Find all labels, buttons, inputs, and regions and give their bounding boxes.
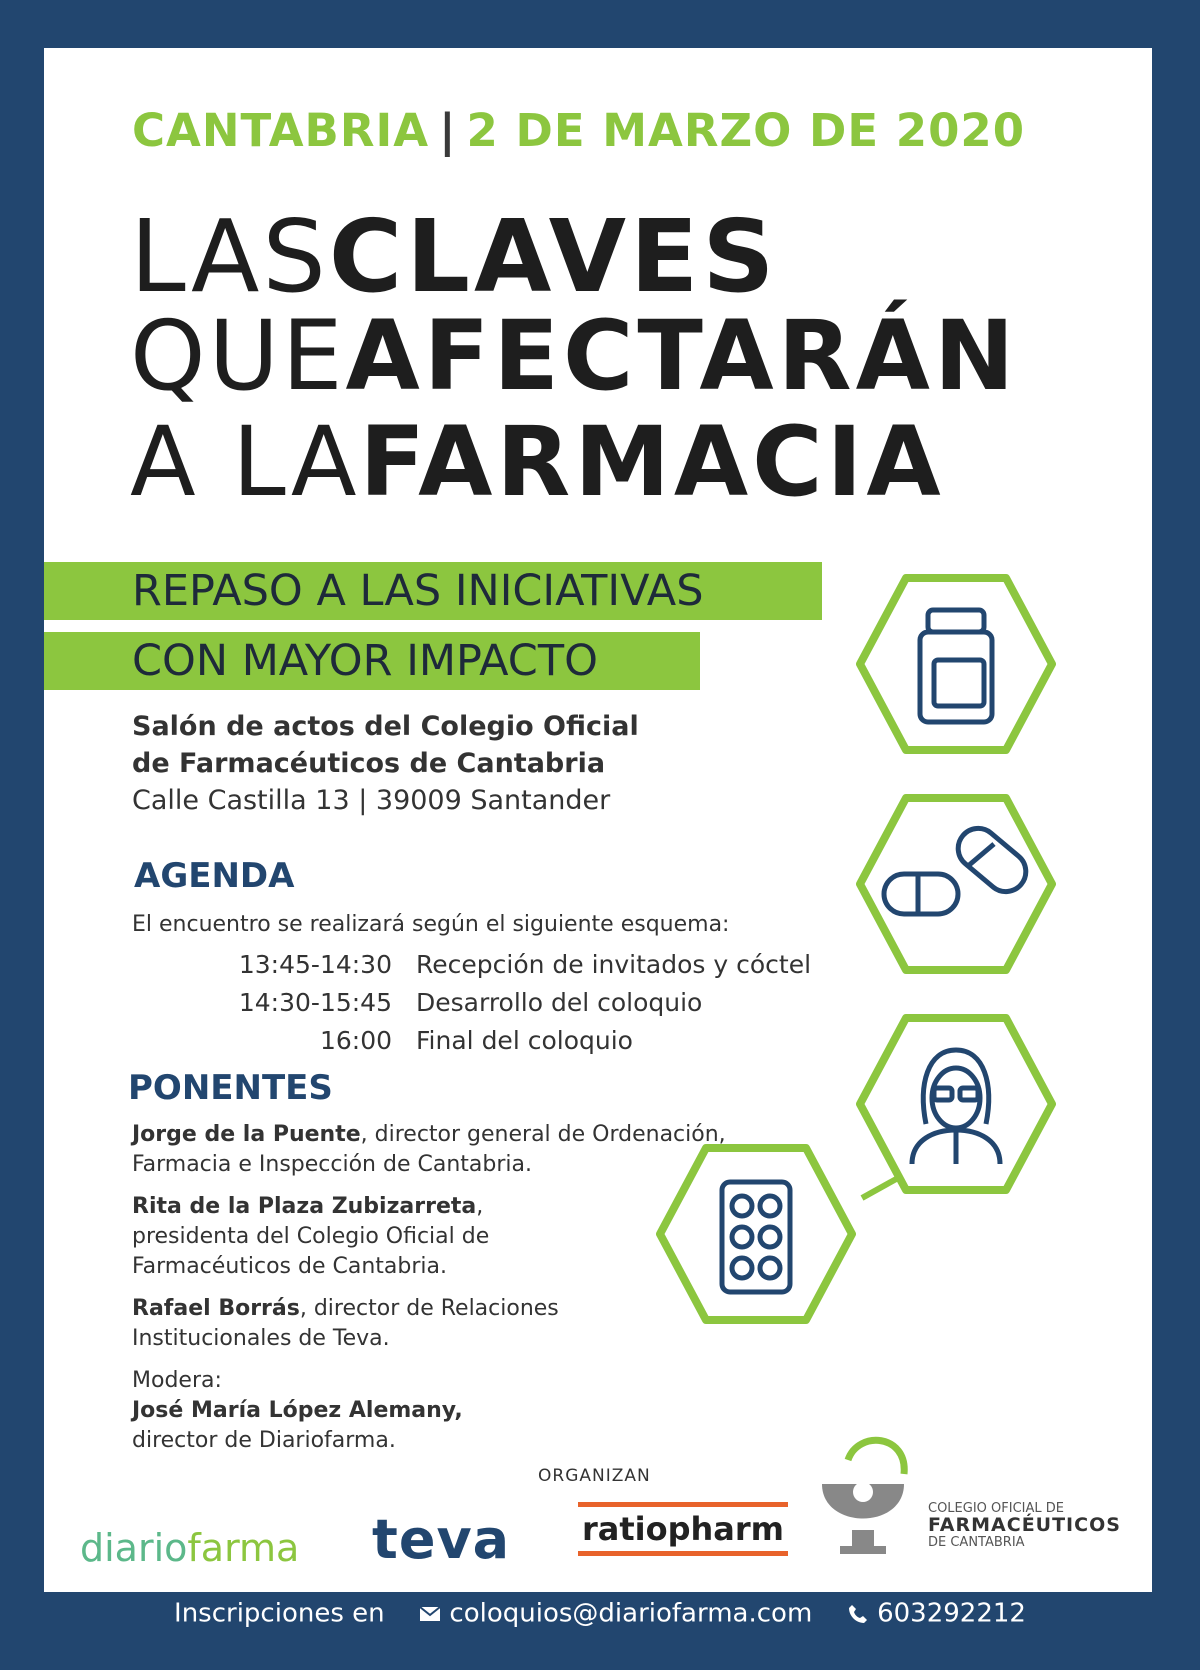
agenda-heading: AGENDA [134,856,295,896]
mail-icon [419,1606,441,1622]
agenda-desc: Recepción de invitados y cóctel [416,950,812,979]
venue-block [132,708,639,819]
ponentes-heading: PONENTES [128,1068,333,1108]
title-line-2-bold: AFECTARÁN [345,300,1019,412]
hexagon-medicine-jar [856,574,1056,754]
speaker-name: Rita de la Plaza Zubizarreta [132,1194,477,1219]
cof-emblem-icon [808,1434,918,1564]
event-region: CANTABRIA [132,104,430,157]
teva-logo: teva [372,1508,511,1571]
organizers-label: ORGANIZAN [538,1466,651,1486]
agenda-time: 16:00 [319,1026,392,1055]
title-line-3-bold: FARMACIA [359,406,945,518]
speaker-role: , director de Relaciones Institucionales de Teva. [132,1296,559,1351]
registration-email[interactable]: coloquios@diariofarma.com [449,1598,813,1629]
moderator-role: director de Diariofarma. [132,1428,396,1453]
hexagon-capsules [856,794,1056,974]
moderator-label: Modera: [132,1368,222,1393]
registration-phone[interactable]: 603292212 [877,1598,1026,1629]
title-line-3 [130,406,945,518]
hexagon-pharmacist [856,1014,1056,1194]
agenda-item [132,946,811,984]
venue-name-line-2: de Farmacéuticos de Cantabria [132,748,606,779]
agenda-desc: Final del coloquio [416,1026,633,1055]
registration-prefix: Inscripciones en [174,1598,385,1629]
title-line-1 [130,198,778,315]
agenda-time: 13:45-14:30 [238,950,392,979]
phone-icon [847,1603,869,1625]
subtitle-band-1: REPASO A LAS INICIATIVAS [44,562,822,620]
event-date: 2 DE MARZO DE 2020 [466,104,1026,157]
subtitle-band-2: CON MAYOR IMPACTO [44,632,700,690]
ratiopharm-bar-bottom [578,1551,788,1556]
agenda-item [132,1022,811,1060]
agenda-time: 14:30-15:45 [238,988,392,1017]
title-line-2 [130,300,1018,412]
title-line-2-light: QUE [130,300,346,412]
speaker-name: Jorge de la Puente [132,1122,361,1147]
cof-line-1: COLEGIO OFICIAL DE [928,1501,1064,1516]
moderator [132,1366,792,1456]
title-line-3-light: A LA [130,406,360,518]
ratiopharm-text: ratiopharm [581,1510,785,1548]
title-line-1-light: LAS [130,198,329,315]
cof-line-2: FARMACÉUTICOS [928,1514,1121,1536]
ratiopharm-logo [578,1502,788,1556]
title-line-1-bold: CLAVES [328,198,779,315]
cof-logo-text [928,1500,1121,1551]
diariofarma-logo-part1: diario [80,1526,188,1570]
venue-address: Calle Castilla 13 | 39009 Santander [132,785,611,816]
speaker-role: , director general de Ordenación, Farmacia e Inspección de Cantabria. [132,1122,726,1177]
speaker-item [132,1192,602,1282]
agenda-intro: El encuentro se realizará según el siguiente esquema: [132,912,730,937]
registration-footer [0,1598,1200,1629]
agenda-list [132,946,811,1060]
diariofarma-logo [80,1526,299,1570]
hexagon-pill-blister [656,1144,856,1324]
moderator-name: José María López Alemany, [132,1398,463,1423]
event-header [132,104,1132,157]
speaker-role: , presidenta del Colegio Oficial de Farmacéuticos de Cantabria. [132,1194,490,1279]
speaker-item [132,1294,602,1354]
diariofarma-logo-part2: farma [187,1526,300,1570]
event-poster [44,48,1152,1592]
venue-name-line-1: Salón de actos del Colegio Oficial [132,711,639,742]
header-separator: | [439,104,457,157]
agenda-desc: Desarrollo del coloquio [416,988,703,1017]
cof-line-3: DE CANTABRIA [928,1535,1025,1550]
agenda-item [132,984,811,1022]
speaker-name: Rafael Borrás [132,1296,300,1321]
